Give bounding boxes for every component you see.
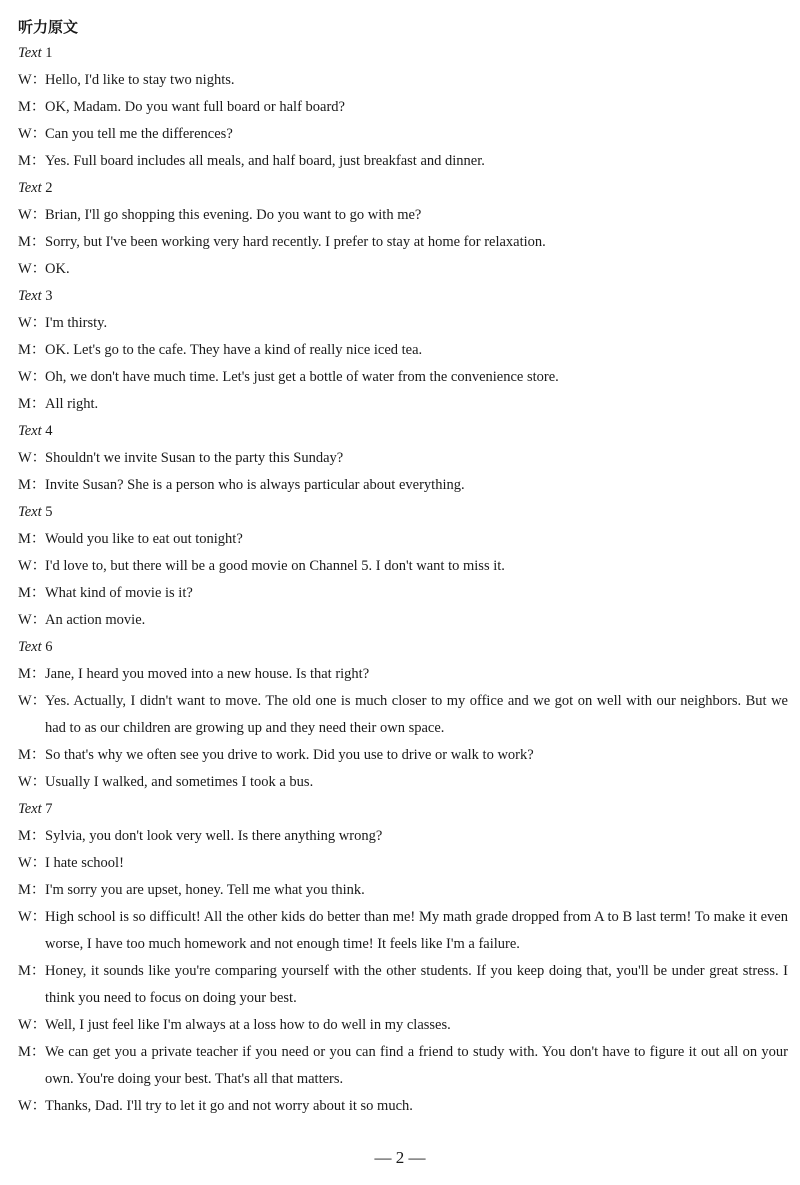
text-label-number: 3 bbox=[45, 288, 53, 304]
speaker-label: M： bbox=[18, 477, 46, 493]
dialogue-text: Honey, it sounds like you're comparing yourself with the other students. If you keep doing that, you'll be under great stress. I think you need to focus on doing your best. bbox=[45, 963, 788, 1006]
dialogue-text: Yes. Actually, I didn't want to move. The old one is much closer to my office and we got on well with our neighbors. But we had to as our children are growing up and they need their own space. bbox=[45, 693, 788, 736]
text-section bbox=[18, 634, 788, 796]
dialogue-text: Well, I just feel like I'm always at a loss how to do well in my classes. bbox=[45, 1017, 451, 1033]
dialogue-text: Usually I walked, and sometimes I took a bus. bbox=[45, 774, 314, 790]
text-section bbox=[18, 796, 788, 1120]
dialogue-text: All right. bbox=[45, 396, 99, 412]
dialogue-text: So that's why we often see you drive to work. Did you use to drive or walk to work? bbox=[45, 747, 534, 763]
dialogue-line bbox=[18, 67, 788, 94]
text-label-word: Text bbox=[18, 504, 42, 520]
dialogue-line bbox=[18, 310, 788, 337]
speaker-label: M： bbox=[18, 234, 46, 250]
dialogue-line bbox=[18, 553, 788, 580]
dialogue-text: Oh, we don't have much time. Let's just get a bottle of water from the convenience store. bbox=[45, 369, 559, 385]
dialogue-line bbox=[18, 148, 788, 175]
speaker-label: W： bbox=[18, 315, 47, 331]
text-label-word: Text bbox=[18, 180, 42, 196]
dialogue-text: We can get you a private teacher if you need or you can find a friend to study with. You don't have to figure it out all on your own. You're doing your best. That's all that matters. bbox=[45, 1044, 788, 1087]
dialogue-text: Shouldn't we invite Susan to the party this Sunday? bbox=[45, 450, 344, 466]
text-label-word: Text bbox=[18, 45, 42, 61]
text-label bbox=[18, 499, 788, 526]
dialogue-line bbox=[18, 607, 788, 634]
dialogue-line bbox=[18, 526, 788, 553]
page-number: — 2 — bbox=[374, 1148, 426, 1167]
text-label bbox=[18, 40, 788, 67]
speaker-label: M： bbox=[18, 1044, 46, 1060]
speaker-label: M： bbox=[18, 153, 46, 169]
speaker-label: W： bbox=[18, 1098, 47, 1114]
text-label bbox=[18, 796, 788, 823]
speaker-label: W： bbox=[18, 261, 47, 277]
transcript-body bbox=[18, 40, 788, 1120]
dialogue-text: High school is so difficult! All the other kids do better than me! My math grade dropped from A to B last term! To make it even worse, I have too much homework and not enough time! It feels like I'm a failure. bbox=[45, 909, 788, 952]
speaker-label: W： bbox=[18, 612, 47, 628]
speaker-label: W： bbox=[18, 72, 47, 88]
speaker-label: W： bbox=[18, 450, 47, 466]
dialogue-text: I'm thirsty. bbox=[45, 315, 108, 331]
dialogue-text: Sylvia, you don't look very well. Is there anything wrong? bbox=[45, 828, 383, 844]
dialogue-text: I'd love to, but there will be a good movie on Channel 5. I don't want to miss it. bbox=[45, 558, 505, 574]
dialogue-line bbox=[18, 904, 788, 958]
speaker-label: M： bbox=[18, 531, 46, 547]
text-section bbox=[18, 40, 788, 175]
speaker-label: M： bbox=[18, 963, 46, 979]
text-label-number: 5 bbox=[45, 504, 53, 520]
dialogue-line bbox=[18, 958, 788, 1012]
dialogue-line bbox=[18, 877, 788, 904]
text-label-number: 2 bbox=[45, 180, 53, 196]
dialogue-text: What kind of movie is it? bbox=[45, 585, 193, 601]
text-section bbox=[18, 283, 788, 418]
speaker-label: W： bbox=[18, 126, 47, 142]
dialogue-text: Brian, I'll go shopping this evening. Do you want to go with me? bbox=[45, 207, 422, 223]
text-section bbox=[18, 175, 788, 283]
speaker-label: W： bbox=[18, 1017, 47, 1033]
text-label-number: 1 bbox=[45, 45, 53, 61]
speaker-label: W： bbox=[18, 855, 47, 871]
text-label-number: 7 bbox=[45, 801, 53, 817]
text-label-word: Text bbox=[18, 639, 42, 655]
text-label-number: 6 bbox=[45, 639, 53, 655]
dialogue-text: I hate school! bbox=[45, 855, 124, 871]
dialogue-line bbox=[18, 121, 788, 148]
dialogue-line bbox=[18, 580, 788, 607]
dialogue-line bbox=[18, 769, 788, 796]
text-label-number: 4 bbox=[45, 423, 53, 439]
speaker-label: M： bbox=[18, 99, 46, 115]
dialogue-line bbox=[18, 661, 788, 688]
dialogue-text: Sorry, but I've been working very hard recently. I prefer to stay at home for relaxation. bbox=[45, 234, 546, 250]
speaker-label: M： bbox=[18, 828, 46, 844]
speaker-label: W： bbox=[18, 369, 47, 385]
speaker-label: W： bbox=[18, 207, 47, 223]
dialogue-line bbox=[18, 256, 788, 283]
speaker-label: W： bbox=[18, 693, 47, 709]
dialogue-text: Yes. Full board includes all meals, and half board, just breakfast and dinner. bbox=[45, 153, 485, 169]
text-label bbox=[18, 283, 788, 310]
text-label-word: Text bbox=[18, 288, 42, 304]
dialogue-text: Invite Susan? She is a person who is always particular about everything. bbox=[45, 477, 465, 493]
dialogue-text: OK, Madam. Do you want full board or half board? bbox=[45, 99, 345, 115]
speaker-label: M： bbox=[18, 666, 46, 682]
dialogue-line bbox=[18, 1039, 788, 1093]
text-section bbox=[18, 418, 788, 499]
dialogue-line bbox=[18, 823, 788, 850]
dialogue-line bbox=[18, 229, 788, 256]
text-label bbox=[18, 418, 788, 445]
dialogue-line bbox=[18, 1012, 788, 1039]
dialogue-line bbox=[18, 850, 788, 877]
dialogue-line bbox=[18, 742, 788, 769]
speaker-label: M： bbox=[18, 396, 46, 412]
speaker-label: M： bbox=[18, 585, 46, 601]
dialogue-text: Can you tell me the differences? bbox=[45, 126, 233, 142]
dialogue-line bbox=[18, 472, 788, 499]
dialogue-text: Thanks, Dad. I'll try to let it go and not worry about it so much. bbox=[45, 1098, 413, 1114]
dialogue-line bbox=[18, 364, 788, 391]
dialogue-line bbox=[18, 337, 788, 364]
speaker-label: M： bbox=[18, 882, 46, 898]
speaker-label: W： bbox=[18, 774, 47, 790]
dialogue-line bbox=[18, 202, 788, 229]
speaker-label: W： bbox=[18, 909, 47, 925]
dialogue-text: I'm sorry you are upset, honey. Tell me what you think. bbox=[45, 882, 365, 898]
dialogue-text: An action movie. bbox=[45, 612, 146, 628]
dialogue-text: Would you like to eat out tonight? bbox=[45, 531, 243, 547]
dialogue-line bbox=[18, 688, 788, 742]
dialogue-line bbox=[18, 94, 788, 121]
text-label-word: Text bbox=[18, 801, 42, 817]
text-label bbox=[18, 175, 788, 202]
dialogue-text: OK. Let's go to the cafe. They have a kind of really nice iced tea. bbox=[45, 342, 423, 358]
text-label bbox=[18, 634, 788, 661]
speaker-label: M： bbox=[18, 342, 46, 358]
dialogue-text: Jane, I heard you moved into a new house. Is that right? bbox=[45, 666, 370, 682]
dialogue-line bbox=[18, 445, 788, 472]
page-heading: 听力原文 bbox=[18, 18, 79, 36]
text-label-word: Text bbox=[18, 423, 42, 439]
dialogue-line bbox=[18, 1093, 788, 1120]
dialogue-text: OK. bbox=[45, 261, 70, 277]
dialogue-text: Hello, I'd like to stay two nights. bbox=[45, 72, 235, 88]
speaker-label: W： bbox=[18, 558, 47, 574]
dialogue-line bbox=[18, 391, 788, 418]
text-section bbox=[18, 499, 788, 634]
speaker-label: M： bbox=[18, 747, 46, 763]
